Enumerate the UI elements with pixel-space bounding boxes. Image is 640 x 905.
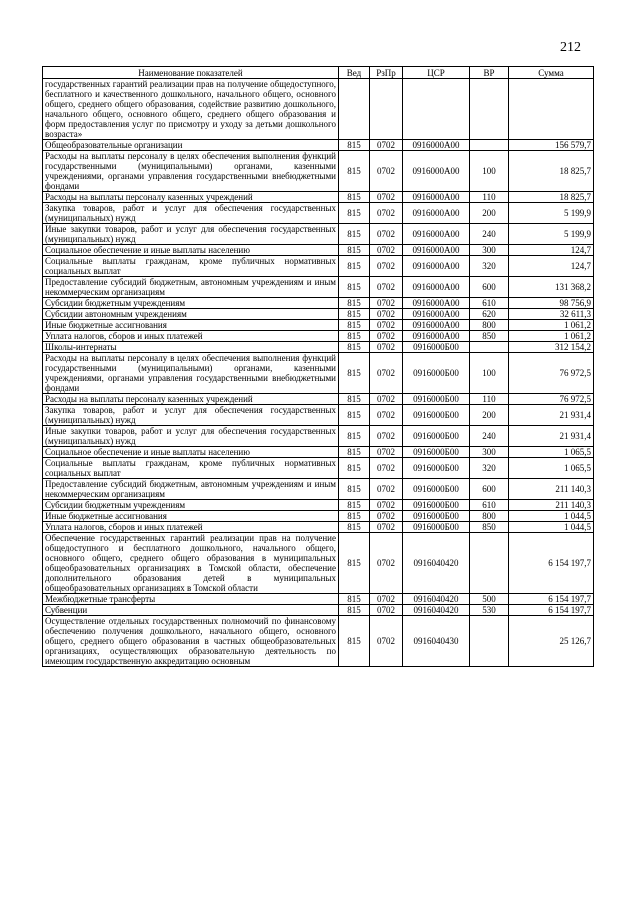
cell-sum: 1 061,2 (509, 320, 594, 331)
table-row (43, 140, 594, 151)
cell-rzpr: 0702 (370, 447, 403, 458)
table-row (43, 616, 594, 667)
cell-ved (339, 79, 370, 140)
cell-name: Уплата налогов, сборов и иных платежей (43, 331, 339, 342)
cell-vr: 800 (470, 511, 509, 522)
table-row (43, 500, 594, 511)
cell-csr: 0916000А00 (403, 309, 470, 320)
table-row (43, 426, 594, 447)
cell-sum: 5 199,9 (509, 224, 594, 245)
cell-ved: 815 (339, 616, 370, 667)
cell-sum: 1 061,2 (509, 331, 594, 342)
cell-rzpr: 0702 (370, 298, 403, 309)
cell-sum: 211 140,3 (509, 479, 594, 500)
cell-csr: 0916000Б00 (403, 342, 470, 353)
cell-csr: 0916000Б00 (403, 458, 470, 479)
table-row (43, 479, 594, 500)
cell-vr (470, 140, 509, 151)
cell-vr: 240 (470, 224, 509, 245)
header-row (43, 67, 594, 79)
cell-sum: 156 579,7 (509, 140, 594, 151)
table-row (43, 256, 594, 277)
cell-csr (403, 79, 470, 140)
cell-vr: 850 (470, 331, 509, 342)
cell-sum: 76 972,5 (509, 394, 594, 405)
cell-vr: 110 (470, 192, 509, 203)
cell-vr: 620 (470, 309, 509, 320)
cell-ved: 815 (339, 151, 370, 192)
cell-name: Обеспечение государственных гарантий реализации прав на получение общедоступного и бесплатного дошкольного, начального общего, основного общего, среднего общего образования в муниципальных общеобразовательных организациях в Томской области, обеспечение дополнительного образования детей в муниципальных общеобразовательных организациях в Томской области (43, 533, 339, 594)
cell-ved: 815 (339, 353, 370, 394)
cell-rzpr: 0702 (370, 342, 403, 353)
cell-rzpr (370, 79, 403, 140)
table-body (43, 79, 594, 667)
table-row (43, 394, 594, 405)
cell-ved: 815 (339, 605, 370, 616)
cell-name: Осуществление отдельных государственных полномочий по финансовому обеспечению получения дошкольного, начального общего, основного общего, среднего общего образования в частных общеобразовательных организациях, осуществляющих образовательную деятельность по имеющим государственную аккредитацию основным (43, 616, 339, 667)
cell-ved: 815 (339, 479, 370, 500)
cell-csr: 0916000А00 (403, 224, 470, 245)
cell-ved: 815 (339, 511, 370, 522)
cell-vr (470, 342, 509, 353)
cell-sum: 1 065,5 (509, 447, 594, 458)
header-sum: Сумма (509, 67, 594, 79)
table-row (43, 192, 594, 203)
cell-rzpr: 0702 (370, 320, 403, 331)
cell-csr: 0916000А00 (403, 277, 470, 298)
cell-rzpr: 0702 (370, 616, 403, 667)
cell-ved: 815 (339, 298, 370, 309)
cell-rzpr: 0702 (370, 394, 403, 405)
cell-vr: 200 (470, 203, 509, 224)
cell-sum: 6 154 197,7 (509, 594, 594, 605)
cell-name: Предоставление субсидий бюджетным, автономным учреждениям и иным некоммерческим организациям (43, 479, 339, 500)
cell-name: Межбюджетные трансферты (43, 594, 339, 605)
cell-csr: 0916000А00 (403, 192, 470, 203)
cell-csr: 0916000Б00 (403, 500, 470, 511)
cell-vr: 100 (470, 353, 509, 394)
cell-rzpr: 0702 (370, 192, 403, 203)
cell-ved: 815 (339, 394, 370, 405)
cell-vr: 850 (470, 522, 509, 533)
cell-name: Уплата налогов, сборов и иных платежей (43, 522, 339, 533)
cell-ved: 815 (339, 426, 370, 447)
cell-rzpr: 0702 (370, 500, 403, 511)
cell-rzpr: 0702 (370, 522, 403, 533)
cell-name: Социальные выплаты гражданам, кроме публичных нормативных социальных выплат (43, 458, 339, 479)
cell-vr (470, 79, 509, 140)
table-row (43, 277, 594, 298)
table-row (43, 309, 594, 320)
cell-ved: 815 (339, 320, 370, 331)
cell-name: Иные закупки товаров, работ и услуг для обеспечения государственных (муниципальных) нужд (43, 426, 339, 447)
cell-vr: 500 (470, 594, 509, 605)
cell-sum: 76 972,5 (509, 353, 594, 394)
cell-ved: 815 (339, 192, 370, 203)
table-row (43, 203, 594, 224)
cell-csr: 0916000Б00 (403, 479, 470, 500)
table-row (43, 594, 594, 605)
cell-csr: 0916000А00 (403, 151, 470, 192)
table-row (43, 533, 594, 594)
table-row (43, 605, 594, 616)
cell-vr: 110 (470, 394, 509, 405)
cell-sum: 211 140,3 (509, 500, 594, 511)
cell-csr: 0916000Б00 (403, 394, 470, 405)
cell-sum: 21 931,4 (509, 426, 594, 447)
cell-vr (470, 533, 509, 594)
cell-rzpr: 0702 (370, 511, 403, 522)
cell-csr: 0916000А00 (403, 320, 470, 331)
cell-ved: 815 (339, 224, 370, 245)
cell-name: Закупка товаров, работ и услуг для обеспечения государственных (муниципальных) нужд (43, 203, 339, 224)
table-row (43, 331, 594, 342)
cell-rzpr: 0702 (370, 277, 403, 298)
cell-sum: 18 825,7 (509, 151, 594, 192)
cell-rzpr: 0702 (370, 458, 403, 479)
cell-rzpr: 0702 (370, 426, 403, 447)
cell-csr: 0916000Б00 (403, 353, 470, 394)
cell-csr: 0916000Б00 (403, 511, 470, 522)
cell-sum: 124,7 (509, 256, 594, 277)
cell-name: Социальное обеспечение и иные выплаты населению (43, 245, 339, 256)
table-row (43, 298, 594, 309)
cell-csr: 0916000Б00 (403, 447, 470, 458)
cell-rzpr: 0702 (370, 533, 403, 594)
table-row (43, 353, 594, 394)
cell-sum: 6 154 197,7 (509, 533, 594, 594)
cell-csr: 0916000А00 (403, 298, 470, 309)
cell-sum: 6 154 197,7 (509, 605, 594, 616)
cell-vr: 200 (470, 405, 509, 426)
cell-ved: 815 (339, 458, 370, 479)
table-row (43, 342, 594, 353)
cell-name: Общеобразовательные организации (43, 140, 339, 151)
header-rzpr: РзПр (370, 67, 403, 79)
table-row (43, 522, 594, 533)
cell-vr: 610 (470, 298, 509, 309)
cell-vr: 300 (470, 447, 509, 458)
table-row (43, 151, 594, 192)
cell-name: Социальное обеспечение и иные выплаты населению (43, 447, 339, 458)
cell-name: Предоставление субсидий бюджетным, автономным учреждениям и иным некоммерческим организациям (43, 277, 339, 298)
cell-rzpr: 0702 (370, 309, 403, 320)
cell-vr: 610 (470, 500, 509, 511)
cell-name: Расходы на выплаты персоналу казенных учреждений (43, 394, 339, 405)
page-number: 212 (560, 40, 581, 55)
cell-csr: 0916040430 (403, 616, 470, 667)
cell-csr: 0916000А00 (403, 331, 470, 342)
header-csr: ЦСР (403, 67, 470, 79)
cell-name: Субсидии бюджетным учреждениям (43, 298, 339, 309)
cell-csr: 0916040420 (403, 605, 470, 616)
cell-sum: 21 931,4 (509, 405, 594, 426)
cell-rzpr: 0702 (370, 331, 403, 342)
header-name: Наименование показателей (43, 67, 339, 79)
cell-name: Закупка товаров, работ и услуг для обеспечения государственных (муниципальных) нужд (43, 405, 339, 426)
cell-csr: 0916000А00 (403, 256, 470, 277)
cell-rzpr: 0702 (370, 405, 403, 426)
cell-rzpr: 0702 (370, 151, 403, 192)
table-row (43, 447, 594, 458)
cell-csr: 0916000А00 (403, 140, 470, 151)
cell-ved: 815 (339, 594, 370, 605)
cell-ved: 815 (339, 256, 370, 277)
header-ved: Вед (339, 67, 370, 79)
cell-vr: 100 (470, 151, 509, 192)
cell-csr: 0916000А00 (403, 203, 470, 224)
cell-ved: 815 (339, 331, 370, 342)
cell-name: Расходы на выплаты персоналу казенных учреждений (43, 192, 339, 203)
cell-vr: 800 (470, 320, 509, 331)
cell-ved: 815 (339, 140, 370, 151)
table-row (43, 458, 594, 479)
cell-rzpr: 0702 (370, 245, 403, 256)
budget-table (42, 66, 594, 667)
cell-vr: 300 (470, 245, 509, 256)
cell-name: Субсидии автономным учреждениям (43, 309, 339, 320)
cell-name: Субвенции (43, 605, 339, 616)
cell-ved: 815 (339, 447, 370, 458)
cell-ved: 815 (339, 533, 370, 594)
cell-vr: 600 (470, 479, 509, 500)
table-row (43, 405, 594, 426)
cell-rzpr: 0702 (370, 224, 403, 245)
table-row (43, 224, 594, 245)
cell-vr (470, 616, 509, 667)
cell-sum (509, 79, 594, 140)
cell-ved: 815 (339, 309, 370, 320)
cell-ved: 815 (339, 405, 370, 426)
table-row (43, 245, 594, 256)
cell-rzpr: 0702 (370, 479, 403, 500)
cell-name: Расходы на выплаты персоналу в целях обеспечения выполнения функций государственными (муниципальными) органами, казенными учреждениями, органами управления государственными внебюджетными фондами (43, 151, 339, 192)
cell-vr: 320 (470, 458, 509, 479)
cell-rzpr: 0702 (370, 140, 403, 151)
table-row (43, 79, 594, 140)
cell-rzpr: 0702 (370, 605, 403, 616)
cell-sum: 131 368,2 (509, 277, 594, 298)
cell-sum: 1 065,5 (509, 458, 594, 479)
cell-name: Иные бюджетные ассигнования (43, 511, 339, 522)
cell-name: Субсидии бюджетным учреждениям (43, 500, 339, 511)
cell-ved: 815 (339, 203, 370, 224)
header-vr: ВР (470, 67, 509, 79)
cell-rzpr: 0702 (370, 594, 403, 605)
cell-sum: 32 611,3 (509, 309, 594, 320)
cell-sum: 25 126,7 (509, 616, 594, 667)
cell-sum: 312 154,2 (509, 342, 594, 353)
cell-sum: 18 825,7 (509, 192, 594, 203)
cell-ved: 815 (339, 500, 370, 511)
cell-sum: 1 044,5 (509, 522, 594, 533)
cell-vr: 530 (470, 605, 509, 616)
table-row (43, 511, 594, 522)
cell-name: Расходы на выплаты персоналу в целях обеспечения выполнения функций государственными (муниципальными) органами, казенными учреждениями, органами управления государственными внебюджетными фондами (43, 353, 339, 394)
cell-name: Иные бюджетные ассигнования (43, 320, 339, 331)
cell-vr: 600 (470, 277, 509, 298)
cell-vr: 320 (470, 256, 509, 277)
cell-ved: 815 (339, 277, 370, 298)
cell-sum: 5 199,9 (509, 203, 594, 224)
table-row (43, 320, 594, 331)
cell-ved: 815 (339, 342, 370, 353)
cell-ved: 815 (339, 245, 370, 256)
cell-vr: 240 (470, 426, 509, 447)
cell-name: Школы-интернаты (43, 342, 339, 353)
cell-csr: 0916000А00 (403, 245, 470, 256)
cell-rzpr: 0702 (370, 256, 403, 277)
cell-csr: 0916000Б00 (403, 405, 470, 426)
table-header (43, 67, 594, 79)
cell-rzpr: 0702 (370, 353, 403, 394)
cell-sum: 124,7 (509, 245, 594, 256)
cell-ved: 815 (339, 522, 370, 533)
cell-csr: 0916000Б00 (403, 522, 470, 533)
cell-csr: 0916000Б00 (403, 426, 470, 447)
cell-csr: 0916040420 (403, 594, 470, 605)
cell-name: Иные закупки товаров, работ и услуг для обеспечения государственных (муниципальных) нужд (43, 224, 339, 245)
cell-sum: 98 756,9 (509, 298, 594, 309)
cell-csr: 0916040420 (403, 533, 470, 594)
cell-name: Социальные выплаты гражданам, кроме публичных нормативных социальных выплат (43, 256, 339, 277)
cell-name: государственных гарантий реализации прав на получение общедоступного, бесплатного и качественного дошкольного, начального общего, основного общего, среднего общего образования, содействие развитию дошкольного, начального общего, основного общего, среднего общего образования и форм предоставления услуг по присмотру и уходу за детьми дошкольного возраста» (43, 79, 339, 140)
cell-rzpr: 0702 (370, 203, 403, 224)
cell-sum: 1 044,5 (509, 511, 594, 522)
